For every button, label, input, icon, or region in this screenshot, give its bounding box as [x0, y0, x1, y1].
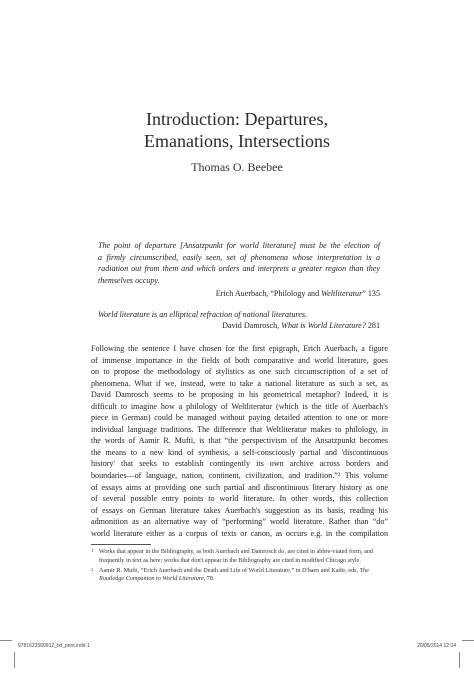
body-line: boundaries—of language, nation, continent, civilization, and tradition.”² This volume: [91, 471, 388, 481]
crop-mark: [462, 640, 474, 641]
footnote-number: 2: [91, 566, 94, 572]
body-line: history' that seeks to establish contingently its own archive across borders and: [91, 459, 388, 469]
attribution-work: What is World Literature?: [281, 321, 366, 330]
epigraph-1-attribution: [216, 288, 380, 300]
epigraph-2-attribution: [222, 320, 380, 332]
crop-mark: [14, 652, 15, 668]
body-line: David Damrosch seems to be proposing in his geometrical metaphor? Indeed, it is: [91, 390, 388, 400]
body-line: of immense importance in the fields of both comparative and world literature, goes: [91, 355, 388, 365]
body-line: piece in German) could be managed without paying detailed attention to one or more: [91, 413, 388, 423]
footnote-work-title: The Routledge Companion to World Literature: [99, 566, 369, 583]
body-line: of essays on German literature takes Auerbach's suggestion as its basis, reading his: [91, 505, 388, 515]
body-line: on to propose the methodology of stylistics as one such circumscription of a set of: [91, 367, 388, 377]
footnote-divider: [91, 544, 151, 545]
body-line: Following the sentence I have chosen for the first epigraph, Erich Auerbach, a figure: [91, 344, 388, 353]
print-slug: [0, 643, 474, 651]
epigraph-1: [98, 240, 380, 286]
crop-mark: [459, 652, 460, 668]
attribution-work: Weltliteratur: [321, 289, 363, 298]
attribution-page: 281: [365, 321, 380, 330]
body-line: the words of Aamir R. Mufti, is that “the perspectivism of the Ansatzpunkt becomes: [91, 436, 388, 446]
attribution-text: David Damrosch,: [222, 321, 282, 330]
body-line: of essays aims at providing one such partial and discontinuous literary history as one: [91, 482, 388, 492]
body-line: admonition as an alternative way of “performing” world literature. Rather than “do”: [91, 517, 388, 527]
chapter-title-line-2: Emanations, Intersections: [144, 131, 330, 151]
epigraph-1-line: The point of departure [Ansatzpunkt for world literature] must be the election of: [98, 241, 380, 250]
epigraph-1-line: a firmly circumscribed, easily seen, set of phenomena whose interpretation is a: [98, 252, 380, 262]
print-file-name: 9781623560912_txt_print.indd 1: [18, 643, 90, 649]
footnote-1: [91, 548, 388, 566]
footnotes: [91, 548, 388, 585]
attribution-text: Erich Auerbach, “Philology and: [215, 289, 322, 298]
footnote-text: Aamir R. Mufti, “Erich Auerbach and the Death and Life of World Literature,” in D'haen and Kadir, eds,: [99, 566, 360, 574]
body-line: difficult to imagine how a philology of Weltliteratur (which is the title of Auerbach's: [91, 401, 388, 411]
attribution-page: ” 13: [362, 289, 376, 298]
footnote-text-end: , 78.: [203, 575, 215, 583]
body-text: [91, 343, 388, 539]
body-line: world literature either as a corpus of texts or canon, as occurs e.g. in the compilation: [91, 528, 388, 538]
footnote-2: [91, 567, 388, 585]
epigraph-1-line: radiation out from them and which orders and interprets a greater region than they: [98, 264, 380, 274]
epigraph-1-line: themselves occupy.: [98, 275, 160, 285]
body-line: of several possible entry points to world literature. In other words, this collection: [91, 494, 388, 504]
footnote-text: Works that appear in the Bibliography, as both Auerbach and Damrosch do, are cited in abbre-viated form, and frequently in text as here; works that don't appear in the Bibliography are cited in modified Chicago style.: [99, 548, 374, 564]
body-line: the means to a new kind of synthesis, a self-consciously partial and 'discontinuous: [91, 447, 388, 457]
epigraph-2: [98, 309, 380, 321]
attribution-page-digit: 5: [375, 289, 380, 298]
epigraph-2-line: World literature is an elliptical refraction of national literatures.: [98, 310, 308, 319]
chapter-title-line-1: Introduction: Departures,: [146, 109, 328, 129]
print-datetime: 20/05/2014 12:04: [417, 643, 456, 649]
author-name: Thomas O. Beebee: [191, 160, 283, 174]
body-line: phenomena. What if we, instead, were to take a national literature as such a set, as: [91, 378, 388, 388]
body-line: individual language traditions. The difference that Weltliteratur makes to philology, in: [91, 424, 388, 434]
crop-mark: [0, 640, 12, 641]
footnote-number: 1: [91, 548, 94, 553]
